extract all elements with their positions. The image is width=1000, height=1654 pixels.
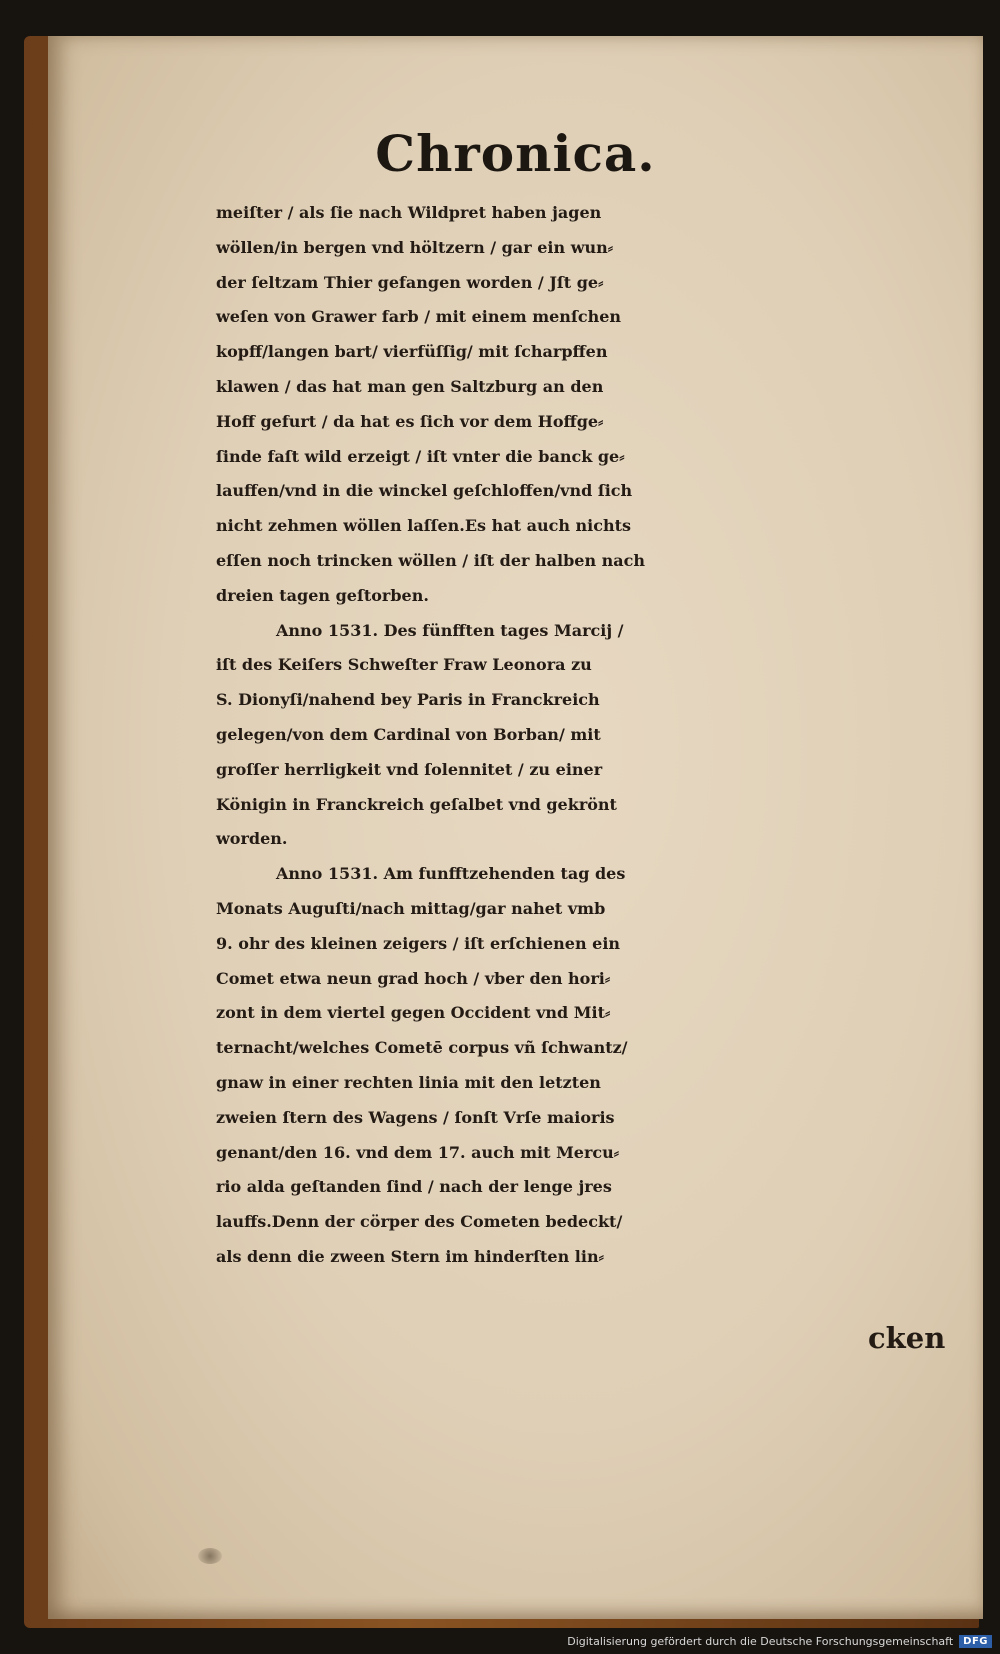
text-line: genant/den 16. vnd dem 17. auch mit Mercu⸗ xyxy=(216,1142,620,1162)
text-line: ternacht/welches Cometē corpus vñ ſchwantz/ xyxy=(216,1038,628,1058)
text-line: kopff/langen bart/ vierfüſſig/ mit ſcharpffen xyxy=(216,342,608,362)
text-line: Königin in Franckreich geſalbet vnd gekrönt xyxy=(216,794,617,814)
text-line: der ſeltzam Thier gefangen worden / Jſt ge⸗ xyxy=(216,272,604,292)
text-line: klawen / das hat man gen Saltzburg an den xyxy=(216,376,604,396)
text-line: iſt des Keiſers Schweſter Fraw Leonora zu xyxy=(216,655,592,675)
ink-smudge xyxy=(198,1548,222,1564)
text-line: 9. ohr des kleinen zeigers / iſt erſchienen ein xyxy=(216,933,621,953)
text-line: dreien tagen geſtorben. xyxy=(216,585,429,605)
footer-credit: Digitalisierung gefördert durch die Deutsche Forschungsgemeinschaft xyxy=(567,1635,954,1648)
text-line: zont in dem viertel gegen Occident vnd Mit⸗ xyxy=(216,1003,611,1023)
text-line: weſen von Grawer farb / mit einem menſchen xyxy=(216,307,622,327)
book-page xyxy=(48,36,983,1619)
text-line: wöllen/in bergen vnd höltzern / gar ein wun⸗ xyxy=(216,237,614,257)
text-line: Anno 1531. Des fünfften tages Marcij / xyxy=(276,620,624,640)
text-line: worden. xyxy=(216,829,288,849)
text-line: Comet etwa neun grad hoch / vber den hori⸗ xyxy=(216,968,611,988)
text-line: eſſen noch trincken wöllen / iſt der halben nach xyxy=(216,550,646,570)
text-line: Hoff gefurt / da hat es ſich vor dem Hoffge⸗ xyxy=(216,411,604,431)
text-line: als denn die zween Stern im hinderſten lin⸗ xyxy=(216,1246,604,1266)
digitization-footer xyxy=(567,1635,992,1648)
text-line: gelegen/von dem Cardinal von Borban/ mit xyxy=(216,724,601,744)
text-line: Anno 1531. Am funfftzehenden tag des xyxy=(276,864,626,884)
text-line: ſinde faſt wild erzeigt / iſt vnter die banck ge⸗ xyxy=(216,446,625,466)
text-line: Monats Auguſti/nach mittag/gar nahet vmb xyxy=(216,898,606,918)
text-line: S. Dionyſi/nahend bey Paris in Franckreich xyxy=(216,690,600,710)
text-line: lauffs.Denn der cörper des Cometen bedeckt/ xyxy=(216,1212,623,1232)
text-line: zweien ſtern des Wagens / ſonſt Vrſe maioris xyxy=(216,1107,615,1127)
text-line: rio alda geſtanden ſind / nach der lenge jres xyxy=(216,1177,612,1197)
text-line: nicht zehmen wöllen laſſen.Es hat auch nichts xyxy=(216,516,631,536)
text-line: meiſter / als ſie nach Wildpret haben jagen xyxy=(216,203,602,222)
text-line: lauffen/vnd in die winckel geſchloffen/vnd ſich xyxy=(216,481,633,501)
text-block xyxy=(216,196,976,1275)
text-line: gnaw in einer rechten linia mit den letzten xyxy=(216,1072,601,1092)
text-line: groſſer herrligkeit vnd ſolennitet / zu einer xyxy=(216,759,603,779)
running-head: Chronica. xyxy=(375,124,656,183)
catchword: cken xyxy=(868,1321,946,1355)
dfg-logo: DFG xyxy=(959,1635,992,1648)
